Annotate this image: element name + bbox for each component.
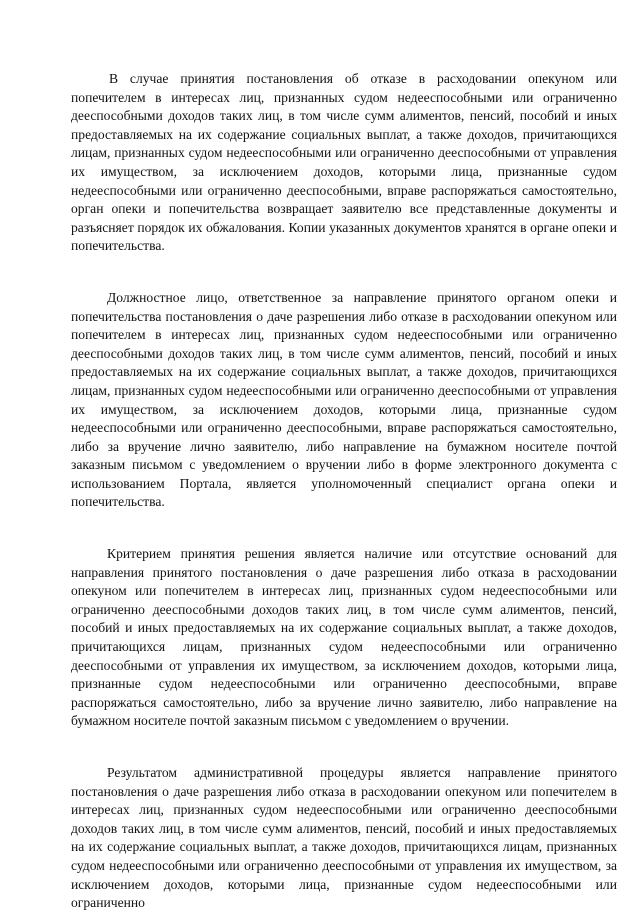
paragraph-decision-criterion: Критерием принятия решения является наличие или отсутствие оснований для направления принятого постановления о даче разрешения либо отказа в расходовании опекуном или попечителем в интересах лиц, признанных судом недееспособными или ограниченно дееспособными доходов таких лиц, в том числе сумм алиментов, пенсий, пособий и иных предоставляемых на их содержание социальных выплат, а также доходов, причитающихся лицам, признанных судом недееспособными или ограниченно дееспособными от управления их имуществом, за исключением доходов, которыми лица, признанные судом недееспособными или ограниченно дееспособными, вправе распоряжаться самостоятельно, либо за вручение лично заявителю, либо направление на бумажном носителе почтой заказным письмом с уведомлением о вручении. [71,546,617,729]
paragraph-responsible-official: Должностное лицо, ответственное за направление принятого органом опеки и попечительства постановления о даче разрешения либо отказе в расходовании опекуном или попечителем в интересах лиц, признанных судом недееспособными или ограниченно дееспособными доходов таких лиц, в том числе сумм алиментов, пенсий, пособий и иных предоставляемых на их содержание социальных выплат, а также доходов, причитающихся лицам, признанных судом недееспособными или ограниченно дееспособными от управления их имуществом, за исключением доходов, которыми лица, признанные судом недееспособными или ограниченно дееспособными, вправе распоряжаться самостоятельно, либо за вручение лично заявителю, либо направление на бумажном носителе почтой заказным письмом с уведомлением о вручении либо в форме электронного документа с использованием Портала, является уполномоченный специалист органа опеки и попечительства. [71,289,617,510]
paragraph-procedure-result: Результатом административной процедуры является направление принятого постановления о даче разрешения либо отказа в расходовании опекуном или попечителем в интересах лиц, признанных судом недееспособными или ограниченно дееспособными доходов таких лиц, в том числе сумм алиментов, пенсий, пособий и иных предоставляемых на их содержание социальных выплат, а также доходов, причитающихся лицам, признанных судом недееспособными или ограниченно дееспособными от управления их имуществом, за исключением доходов, которыми лица, признанные судом недееспособными или ограниченно [71,765,617,911]
document-page [71,70,617,913]
paragraph-refusal-return: В случае принятия постановления об отказе в расходовании опекуном или попечителем в интересах лиц, признанных судом недееспособными или ограниченно дееспособными доходов таких лиц, в том числе сумм алиментов, пенсий, пособий и иных предоставляемых на их содержание социальных выплат, а также доходов, причитающихся лицам, признанных судом недееспособными или ограниченно дееспособными от управления их имуществом, за исключением доходов, которыми лица, признанные судом недееспособными или ограниченно дееспособными, вправе распоряжаться самостоятельно, орган опеки и попечительства возвращает заявителю все представленные документы и разъясняет порядок их обжалования. Копии указанных документов хранятся в органе опеки и попечительства. [71,71,617,254]
